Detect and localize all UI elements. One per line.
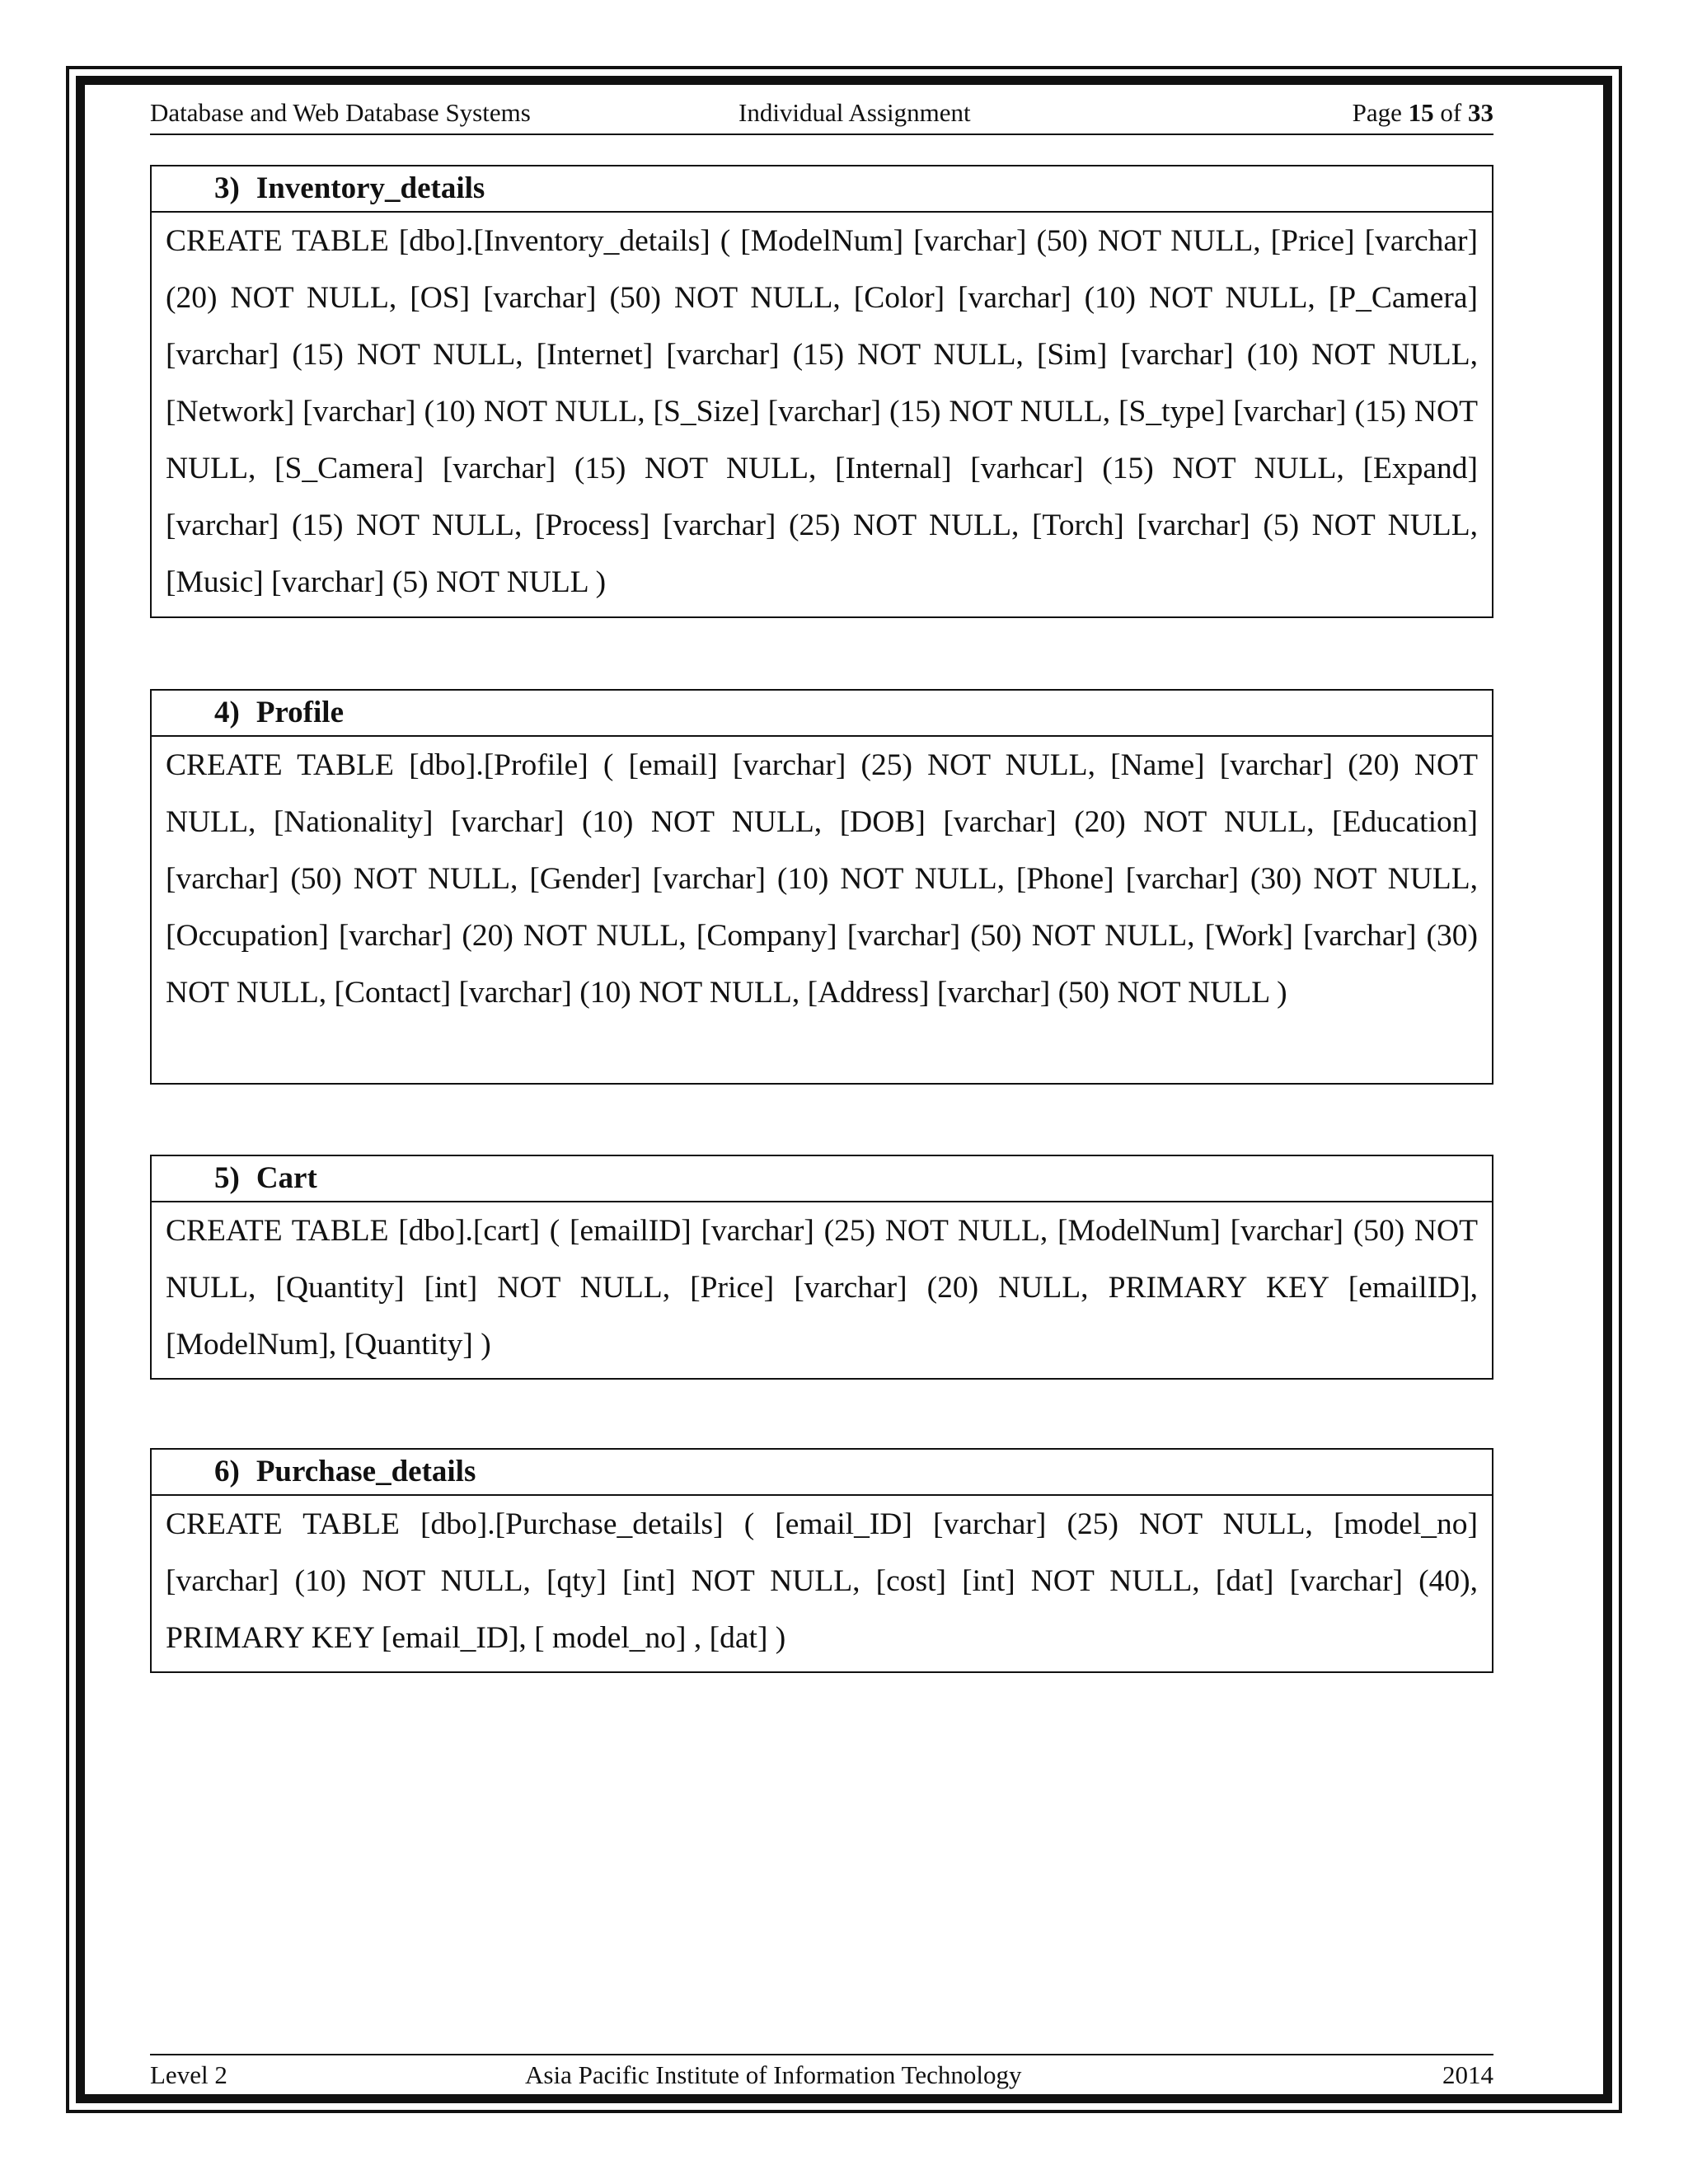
section-sql-code: CREATE TABLE [dbo].[cart] ( [emailID] [varchar] (25) NOT NULL, [ModelNum] [varchar] (50) NOT NULL, [Quantity] [int] NOT NULL, [Price] [varchar] (20) NULL, PRIMARY KEY [emailID], [ModelNum], [Quantity] ) bbox=[166, 1214, 1478, 1361]
section-title bbox=[152, 166, 1492, 213]
section-profile bbox=[150, 689, 1493, 1085]
section-cart bbox=[150, 1155, 1493, 1380]
page-current: 15 bbox=[1408, 98, 1434, 127]
page-prefix: Page bbox=[1352, 98, 1409, 127]
page-header bbox=[150, 96, 1493, 135]
section-sql-code: CREATE TABLE [dbo].[Inventory_details] ( [ModelNum] [varchar] (50) NOT NULL, [Price] [varchar] (20) NOT NULL, [OS] [varchar] (50) NOT NULL, [Color] [varchar] (10) NOT NULL, [P_Camera] [varchar] (15) NOT NULL, [Internet] [varchar] (15) NOT NULL, [Sim] [varchar] (10) NOT NULL, [Network] [varchar] (10) NOT NULL, [S_Size] [varchar] (15) NOT NULL, [S_type] [varchar] (15) NOT NULL, [S_Camera] [varchar] (15) NOT NULL, [Internal] [varhcar] (15) NOT NULL, [Expand] [varchar] (15) NOT NULL, [Process] [varchar] (25) NOT NULL, [Torch] [varchar] (5) NOT NULL, [Music] [varchar] (5) NOT NULL ) bbox=[166, 224, 1478, 599]
page-footer bbox=[150, 2054, 1493, 2095]
footer-institute: Asia Pacific Institute of Information Technology bbox=[525, 2060, 1022, 2089]
section-purchase-details bbox=[150, 1448, 1493, 1673]
header-page-number bbox=[1353, 98, 1493, 128]
footer-level: Level 2 bbox=[150, 2060, 227, 2089]
section-number: 3) bbox=[214, 171, 240, 205]
footer-year: 2014 bbox=[1442, 2060, 1493, 2089]
header-course-title: Database and Web Database Systems bbox=[150, 98, 531, 127]
section-number: 5) bbox=[214, 1161, 240, 1195]
header-assignment-type: Individual Assignment bbox=[738, 98, 971, 127]
section-number: 4) bbox=[214, 696, 240, 729]
section-sql-code: CREATE TABLE [dbo].[Purchase_details] ( [email_ID] [varchar] (25) NOT NULL, [model_no] [varchar] (10) NOT NULL, [qty] [int] NOT NULL, [cost] [int] NOT NULL, [dat] [varchar] (40), PRIMARY KEY [email_ID], [ model_no] , [dat] ) bbox=[166, 1507, 1478, 1655]
section-heading: Purchase_details bbox=[256, 1455, 476, 1488]
section-title bbox=[152, 1156, 1492, 1202]
section-title bbox=[152, 1450, 1492, 1496]
section-number: 6) bbox=[214, 1455, 240, 1488]
section-heading: Cart bbox=[256, 1161, 317, 1195]
page-total: 33 bbox=[1468, 98, 1493, 127]
section-sql-code: CREATE TABLE [dbo].[Profile] ( [email] [varchar] (25) NOT NULL, [Name] [varchar] (20) NOT NULL, [Nationality] [varchar] (10) NOT NULL, [DOB] [varchar] (20) NOT NULL, [Education] [varchar] (50) NOT NULL, [Gender] [varchar] (10) NOT NULL, [Phone] [varchar] (30) NOT NULL, [Occupation] [varchar] (20) NOT NULL, [Company] [varchar] (50) NOT NULL, [Work] [varchar] (30) NOT NULL, [Contact] [varchar] (10) NOT NULL, [Address] [varchar] (50) NOT NULL ) bbox=[166, 748, 1478, 1010]
section-heading: Profile bbox=[256, 696, 344, 729]
section-inventory-details bbox=[150, 165, 1493, 618]
section-heading: Inventory_details bbox=[256, 171, 485, 205]
page-of: of bbox=[1433, 98, 1468, 127]
section-title bbox=[152, 691, 1492, 737]
